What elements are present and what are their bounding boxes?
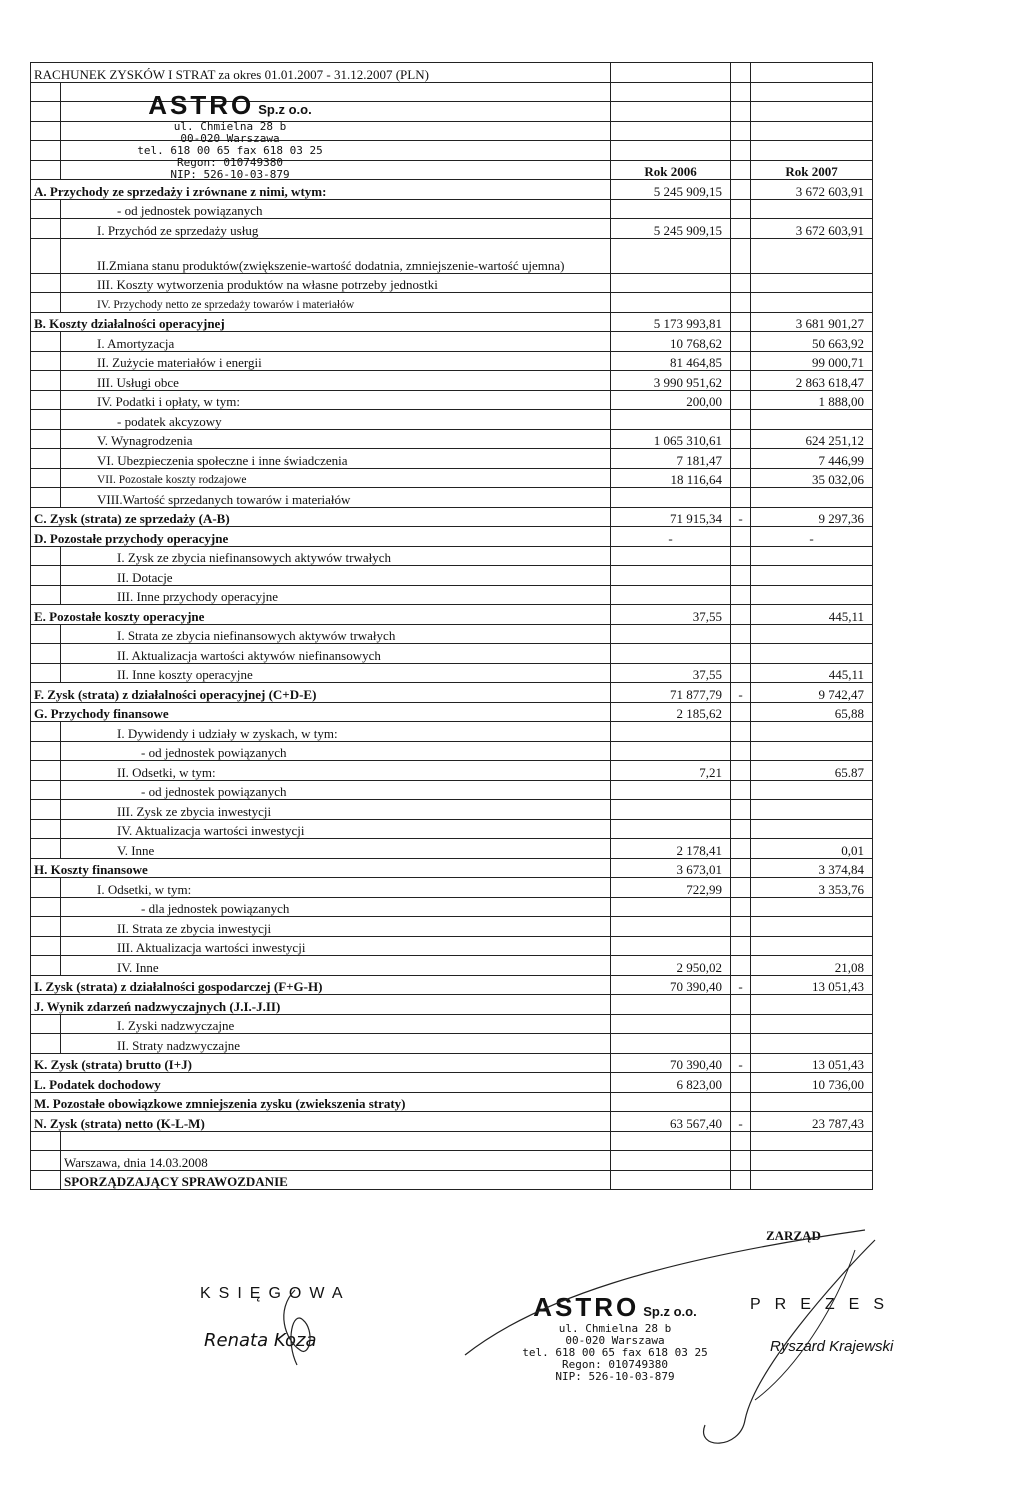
- row-label: J. Wynik zdarzeń nadzwyczajnych (J.I.-J.II): [31, 995, 611, 1015]
- value-2007: 35 032,06: [751, 468, 873, 488]
- sign-2007: [731, 546, 751, 566]
- footer-date-row: [31, 1151, 873, 1171]
- sign-2007: [731, 839, 751, 859]
- company-logo-footer: ASTRO: [533, 1292, 640, 1322]
- value-2006: -: [611, 527, 731, 547]
- value-2007: 3 672 603,91: [751, 219, 873, 239]
- value-2006: 5 245 909,15: [611, 180, 731, 200]
- value-2007: 23 787,43: [751, 1112, 873, 1132]
- sign-2007: [731, 351, 751, 371]
- value-2006: [611, 293, 731, 313]
- row-label: IV. Aktualizacja wartości inwestycji: [61, 819, 611, 839]
- value-2007: 50 663,92: [751, 332, 873, 352]
- sign-2007: [731, 371, 751, 391]
- row-label: V. Wynagrodzenia: [61, 429, 611, 449]
- value-2006: 2 950,02: [611, 956, 731, 976]
- board-label: ZARZĄD: [766, 1228, 821, 1243]
- value-2006: 37,55: [611, 663, 731, 683]
- value-2006: 7,21: [611, 761, 731, 781]
- value-2007: 3 681 901,27: [751, 312, 873, 332]
- value-2006: 71 915,34: [611, 507, 731, 527]
- row-label: - od jednostek powiązanych: [61, 199, 611, 219]
- row-label: III. Inne przychody operacyjne: [61, 585, 611, 605]
- value-2006: [611, 199, 731, 219]
- value-2006: 5 173 993,81: [611, 312, 731, 332]
- company-stamp-header: ASTRO Sp.z o.o. ul. Chmielna 28 b 00-020 Warszawa tel. 618 00 65 fax 618 03 25 Regon: 010749380 NIP: 526-10-03-879: [137, 90, 323, 181]
- row-label: IV. Przychody netto ze sprzedaży towarów i materiałów: [61, 293, 611, 313]
- col-header-2006: Rok 2006: [611, 160, 731, 180]
- value-2006: 81 464,85: [611, 351, 731, 371]
- table-row: [31, 293, 873, 313]
- sign-2007: [731, 819, 751, 839]
- col-header-2007: Rok 2007: [751, 160, 873, 180]
- table-row: [31, 956, 873, 976]
- value-2007: 3 672 603,91: [751, 180, 873, 200]
- table-row: [31, 449, 873, 469]
- row-label: III. Koszty wytworzenia produktów na własne potrzeby jednostki: [61, 273, 611, 293]
- table-row: [31, 390, 873, 410]
- sign-2007: [731, 1073, 751, 1093]
- value-2006: [611, 936, 731, 956]
- value-2006: 7 181,47: [611, 449, 731, 469]
- sign-2007: [731, 956, 751, 976]
- row-label: II. Aktualizacja wartości aktywów niefinansowych: [61, 644, 611, 664]
- table-row: [31, 312, 873, 332]
- sign-2007: [731, 429, 751, 449]
- statement-title: RACHUNEK ZYSKÓW I STRAT za okres 01.01.2007 - 31.12.2007 (PLN): [31, 63, 611, 83]
- table-row: [31, 273, 873, 293]
- row-label: - podatek akcyzowy: [61, 410, 611, 430]
- table-row: [31, 663, 873, 683]
- row-label: A. Przychody ze sprzedaży i zrównane z nimi, wtym:: [31, 180, 611, 200]
- sign-2007: [731, 488, 751, 508]
- row-label: M. Pozostałe obowiązkowe zmniejszenia zysku (zwiekszenia straty): [31, 1092, 611, 1112]
- table-row: [31, 624, 873, 644]
- value-2007: [751, 585, 873, 605]
- place-date: Warszawa, dnia 14.03.2008: [61, 1151, 611, 1171]
- sign-2007: [731, 199, 751, 219]
- value-2006: 1 065 310,61: [611, 429, 731, 449]
- sign-2007: [731, 293, 751, 313]
- sign-2007: [731, 332, 751, 352]
- value-2006: [611, 410, 731, 430]
- table-row: [31, 819, 873, 839]
- value-2007: [751, 800, 873, 820]
- value-2007: 9 297,36: [751, 507, 873, 527]
- table-row: [31, 741, 873, 761]
- value-2007: 21,08: [751, 956, 873, 976]
- value-2006: [611, 566, 731, 586]
- value-2007: 1 888,00: [751, 390, 873, 410]
- sign-2007: [731, 410, 751, 430]
- row-label: I. Amortyzacja: [61, 332, 611, 352]
- table-row: [31, 975, 873, 995]
- value-2006: 37,55: [611, 605, 731, 625]
- value-2007: 7 446,99: [751, 449, 873, 469]
- row-label: II. Zużycie materiałów i energii: [61, 351, 611, 371]
- row-label: - dla jednostek powiązanych: [61, 897, 611, 917]
- row-label: I. Zysk (strata) z działalności gospodarczej (F+G-H): [31, 975, 611, 995]
- table-row: [31, 644, 873, 664]
- value-2006: 71 877,79: [611, 683, 731, 703]
- value-2006: 70 390,40: [611, 975, 731, 995]
- sign-2007: [731, 449, 751, 469]
- row-label: - od jednostek powiązanych: [61, 741, 611, 761]
- sign-2007: [731, 180, 751, 200]
- value-2006: 63 567,40: [611, 1112, 731, 1132]
- table-row: [31, 1014, 873, 1034]
- value-2006: [611, 741, 731, 761]
- sign-2007: [731, 644, 751, 664]
- row-label: C. Zysk (strata) ze sprzedaży (A-B): [31, 507, 611, 527]
- accountant-stamp-title: KSIĘGOWA: [200, 1285, 351, 1302]
- value-2007: 3 353,76: [751, 878, 873, 898]
- sign-2007: [731, 702, 751, 722]
- value-2007: [751, 780, 873, 800]
- sign-2007: [731, 312, 751, 332]
- row-label: I. Zysk ze zbycia niefinansowych aktywów trwałych: [61, 546, 611, 566]
- sign-2007: [731, 1014, 751, 1034]
- row-label: II. Inne koszty operacyjne: [61, 663, 611, 683]
- value-2006: [611, 488, 731, 508]
- sign-2007: [731, 585, 751, 605]
- sign-2007: [731, 468, 751, 488]
- value-2007: 10 736,00: [751, 1073, 873, 1093]
- sign-2007: [731, 390, 751, 410]
- row-label: I. Zyski nadzwyczajne: [61, 1014, 611, 1034]
- value-2006: [611, 819, 731, 839]
- row-label: - od jednostek powiązanych: [61, 780, 611, 800]
- president-stamp-name: Ryszard Krajewski: [770, 1338, 894, 1355]
- value-2007: 13 051,43: [751, 975, 873, 995]
- sign-2007: [731, 238, 751, 273]
- value-2007: [751, 1034, 873, 1054]
- value-2006: [611, 273, 731, 293]
- value-2007: [751, 273, 873, 293]
- value-2006: 2 185,62: [611, 702, 731, 722]
- value-2006: 18 116,64: [611, 468, 731, 488]
- president-stamp-title: PREZES: [750, 1296, 899, 1313]
- sign-2007: [731, 878, 751, 898]
- value-2006: [611, 780, 731, 800]
- row-label: G. Przychody finansowe: [31, 702, 611, 722]
- sign-2007: [731, 566, 751, 586]
- sign-2007: [731, 917, 751, 937]
- value-2006: 200,00: [611, 390, 731, 410]
- table-row: [31, 566, 873, 586]
- value-2006: [611, 995, 731, 1015]
- value-2007: [751, 1014, 873, 1034]
- value-2006: [611, 644, 731, 664]
- row-label: N. Zysk (strata) netto (K-L-M): [31, 1112, 611, 1132]
- income-statement-table: [30, 62, 873, 1190]
- table-row: [31, 410, 873, 430]
- prepared-by: SPORZĄDZAJĄCY SPRAWOZDANIE: [61, 1170, 611, 1190]
- value-2006: [611, 546, 731, 566]
- value-2007: 99 000,71: [751, 351, 873, 371]
- sign-2007: [731, 995, 751, 1015]
- row-label: B. Koszty działalności operacyjnej: [31, 312, 611, 332]
- value-2007: [751, 644, 873, 664]
- value-2006: [611, 1092, 731, 1112]
- table-row: [31, 897, 873, 917]
- value-2006: 722,99: [611, 878, 731, 898]
- row-label: VIII.Wartość sprzedanych towarów i materiałów: [61, 488, 611, 508]
- row-label: III. Aktualizacja wartości inwestycji: [61, 936, 611, 956]
- value-2006: 6 823,00: [611, 1073, 731, 1093]
- table-row: [31, 1092, 873, 1112]
- row-label: VII. Pozostałe koszty rodzajowe: [61, 468, 611, 488]
- row-label: II. Dotacje: [61, 566, 611, 586]
- sign-2007: [731, 1034, 751, 1054]
- sign-2007: [731, 780, 751, 800]
- table-row: [31, 936, 873, 956]
- sign-2007: [731, 897, 751, 917]
- value-2006: 3 990 951,62: [611, 371, 731, 391]
- value-2006: 3 673,01: [611, 858, 731, 878]
- value-2006: [611, 238, 731, 273]
- value-2007: [751, 238, 873, 273]
- table-row: [31, 468, 873, 488]
- table-row: [31, 761, 873, 781]
- table-row: [31, 702, 873, 722]
- value-2007: [751, 741, 873, 761]
- row-label: IV. Inne: [61, 956, 611, 976]
- value-2007: [751, 995, 873, 1015]
- table-row: [31, 180, 873, 200]
- table-row: [31, 219, 873, 239]
- value-2007: [751, 897, 873, 917]
- table-row: [31, 995, 873, 1015]
- table-row: [31, 332, 873, 352]
- sign-2007: [731, 273, 751, 293]
- sign-2007: [731, 1092, 751, 1112]
- value-2007: 13 051,43: [751, 1053, 873, 1073]
- table-row: [31, 527, 873, 547]
- value-2006: [611, 917, 731, 937]
- row-label: I. Odsetki, w tym:: [61, 878, 611, 898]
- table-row: [31, 1034, 873, 1054]
- table-row: [31, 546, 873, 566]
- value-2007: [751, 1092, 873, 1112]
- row-label: I. Strata ze zbycia niefinansowych aktywów trwałych: [61, 624, 611, 644]
- value-2006: [611, 1034, 731, 1054]
- title-row: [31, 63, 873, 83]
- sign-2007: -: [731, 1053, 751, 1073]
- row-label: E. Pozostałe koszty operacyjne: [31, 605, 611, 625]
- row-label: III. Usługi obce: [61, 371, 611, 391]
- value-2007: 65.87: [751, 761, 873, 781]
- row-label: II.Zmiana stanu produktów(zwiększenie-wartość dodatnia, zmniejszenie-wartość ujemna): [61, 238, 611, 273]
- value-2006: [611, 897, 731, 917]
- table-row: [31, 585, 873, 605]
- table-row: [31, 488, 873, 508]
- row-label: V. Inne: [61, 839, 611, 859]
- sign-2007: -: [731, 975, 751, 995]
- sign-2007: -: [731, 507, 751, 527]
- table-row: [31, 878, 873, 898]
- row-label: F. Zysk (strata) z działalności operacyjnej (C+D-E): [31, 683, 611, 703]
- sign-2007: [731, 722, 751, 742]
- company-stamp-footer: ASTRO Sp.z o.o. ul. Chmielna 28 b 00-020 Warszawa tel. 618 00 65 fax 618 03 25 Regon: 010749380 NIP: 526-10-03-879: [522, 1292, 708, 1383]
- row-label: L. Podatek dochodowy: [31, 1073, 611, 1093]
- table-row: [31, 780, 873, 800]
- table-row: [31, 917, 873, 937]
- row-label: II. Strata ze zbycia inwestycji: [61, 917, 611, 937]
- value-2007: 445,11: [751, 663, 873, 683]
- value-2007: 624 251,12: [751, 429, 873, 449]
- value-2007: [751, 488, 873, 508]
- value-2007: 65,88: [751, 702, 873, 722]
- value-2007: [751, 624, 873, 644]
- row-label: IV. Podatki i opłaty, w tym:: [61, 390, 611, 410]
- value-2006: [611, 800, 731, 820]
- table-row: [31, 371, 873, 391]
- table-row: [31, 858, 873, 878]
- sign-2007: [731, 761, 751, 781]
- value-2007: [751, 566, 873, 586]
- value-2006: [611, 585, 731, 605]
- value-2006: 70 390,40: [611, 1053, 731, 1073]
- value-2006: [611, 722, 731, 742]
- sign-2007: [731, 800, 751, 820]
- value-2007: [751, 410, 873, 430]
- sign-2007: -: [731, 1112, 751, 1132]
- value-2007: [751, 722, 873, 742]
- value-2007: [751, 546, 873, 566]
- table-row: [31, 199, 873, 219]
- value-2007: 9 742,47: [751, 683, 873, 703]
- value-2006: 2 178,41: [611, 839, 731, 859]
- value-2007: -: [751, 527, 873, 547]
- table-row: [31, 1073, 873, 1093]
- row-label: D. Pozostałe przychody operacyjne: [31, 527, 611, 547]
- table-row: [31, 800, 873, 820]
- company-logo: ASTRO: [148, 90, 255, 120]
- sign-2007: -: [731, 683, 751, 703]
- row-label: K. Zysk (strata) brutto (I+J): [31, 1053, 611, 1073]
- value-2006: 5 245 909,15: [611, 219, 731, 239]
- row-label: I. Dywidendy i udziały w zyskach, w tym:: [61, 722, 611, 742]
- sign-2007: [731, 741, 751, 761]
- sign-2007: [731, 527, 751, 547]
- table-row: [31, 683, 873, 703]
- table-row: [31, 839, 873, 859]
- value-2007: [751, 293, 873, 313]
- value-2007: 445,11: [751, 605, 873, 625]
- table-row: [31, 507, 873, 527]
- table-row: [31, 238, 873, 273]
- value-2007: 3 374,84: [751, 858, 873, 878]
- value-2006: [611, 624, 731, 644]
- row-label: I. Przychód ze sprzedaży usług: [61, 219, 611, 239]
- table-row: [31, 605, 873, 625]
- table-row: [31, 1112, 873, 1132]
- value-2007: 0,01: [751, 839, 873, 859]
- value-2007: 2 863 618,47: [751, 371, 873, 391]
- table-row: [31, 722, 873, 742]
- value-2006: [611, 1014, 731, 1034]
- sign-2007: [731, 663, 751, 683]
- sign-2007: [731, 858, 751, 878]
- sign-2007: [731, 219, 751, 239]
- value-2007: [751, 917, 873, 937]
- sign-2007: [731, 624, 751, 644]
- table-row: [31, 1053, 873, 1073]
- row-label: II. Straty nadzwyczajne: [61, 1034, 611, 1054]
- value-2006: 10 768,62: [611, 332, 731, 352]
- table-row: [31, 351, 873, 371]
- value-2007: [751, 199, 873, 219]
- sign-2007: [731, 605, 751, 625]
- sign-2007: [731, 936, 751, 956]
- footer-prepared-row: [31, 1170, 873, 1190]
- row-label: VI. Ubezpieczenia społeczne i inne świadczenia: [61, 449, 611, 469]
- value-2007: [751, 819, 873, 839]
- row-label: II. Odsetki, w tym:: [61, 761, 611, 781]
- row-label: III. Zysk ze zbycia inwestycji: [61, 800, 611, 820]
- value-2007: [751, 936, 873, 956]
- accountant-stamp-name: Renata Koza: [204, 1330, 317, 1351]
- row-label: H. Koszty finansowe: [31, 858, 611, 878]
- table-row: [31, 429, 873, 449]
